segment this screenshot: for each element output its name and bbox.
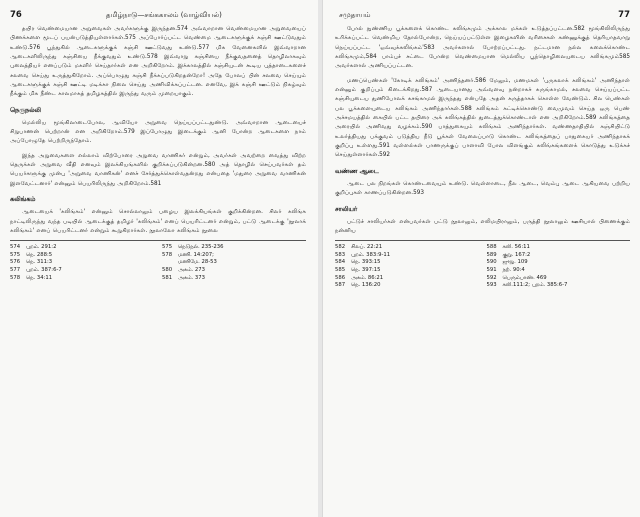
footnote: 578 நெ. 34:11 — [10, 274, 53, 281]
footnote: 588 கலி. 56:11 — [486, 244, 530, 251]
footnote: 575 நெடுநல். 235-236 — [162, 244, 224, 251]
body-paragraph: ஆடை பல நிறங்கள் கொண்டவையும் உண்டு. வெள்ளாடை, நீல ஆடை, வெம்பு ஆடை ஆகியவை பற்றிய குறிப்புகள் காணப்படுகின்றன.593 — [335, 180, 630, 197]
body-paragraph: மெல்லிய மூங்கிலாடைபோல, ஆவியோ அறுவை நெய்யப்பட்டதுண்டு. அவ்வாறான ஆடையைச் சிறுபாணன் பெற்றான் என அறிகிறோம்.579 இப்போழுது இடைக்கும் ஆனி போன்ற ஆடைகளை நாம் அப்போழுதே பெற்றிருந்தோம். — [10, 119, 306, 145]
page-header — [10, 10, 306, 20]
footnotes — [10, 244, 306, 282]
footnote: 576 நெ. 311:3 — [10, 259, 53, 266]
section-heading: கலிங்கம் — [10, 195, 36, 204]
footnote: 577 புறம். 387:6-7 — [10, 266, 62, 273]
footnote: 591 நற். 90:4 — [486, 266, 525, 273]
right-page — [322, 0, 640, 517]
footnote-divider — [335, 240, 630, 241]
page-number: 76 — [10, 10, 22, 20]
footnote: 574 புறம். 291:2 — [10, 244, 57, 251]
footnote: 582 சிலப். 22:21 — [335, 244, 383, 251]
body-paragraph: போல் நுண்ணிய பூக்களைக் கொண்ட கலிங்கமும் அக்கால மக்கள் உடுத்தப்பட்டன.582 மூங்கிலிலிருந்து உரிக்கப்பட்ட வெண்மிய தோல்போன்ற, நெய்யப்பட்டுள்ள இழைகளின் வரிசைகள் கண்ணுக்குத் தெரியாதவாறு நெய்யப்பட்ட 'ஒவ்வுக்கலிங்கம்'583 அவர்களால் போற்றப்பட்டது. நட்டமான நல்ல கலைக்கொண்ட கலிங்கமும்,584 பாம்புச் சட்டை போன்ற வெண்மையான மெல்லிய பூந்தொழிலையுடைய கலிங்கமும்585 அவர்களால் அணியப்பட்டன. — [335, 26, 630, 70]
running-title: சமுதாயம் — [339, 11, 371, 19]
footnote: 586 அகம். 86:21 — [335, 274, 384, 281]
footnote: 578 மணி. 14:207; — [162, 251, 214, 258]
footnote: 581 அகம். 373 — [162, 274, 206, 281]
body-paragraph: இந்த அறுவைகளை எல்லாம் விற்போரை அறுவை வாணிகர் என்றும், அவர்கள் அவற்றை வைத்து விற்ற தெருக்கள் அறுவை வீதி எனவும் இலக்கியங்களில் குறிக்கப்படுகின்றன.580 அத் தொழில் செய்பவர்கள் தம் பெயர்களுக்கு முன்பு 'அறுவை வாணிகன்' எனச் சேர்த்துக்கொள்வதன்றது என்பதை 'மதுரை அறுவை வாணிகன் இளவேட்டனார்' என்னும் பெயரிலிருந்து அறிகிறோம்.581 — [10, 152, 306, 187]
footnote: மணிமே. 28-53 — [178, 259, 217, 266]
footnote: 587 நெ. 136:20 — [335, 282, 381, 289]
footnote: 575 நெ. 288:5 — [10, 251, 53, 258]
body-paragraph: ஆடையைக் 'கலிங்கம்' என்னும் சொல்லாலும் பழைய இலக்கியங்கள் குறிக்கின்றன. சிலர் கலிங்க நாட்டிலிருந்து வந்த படியில் ஆடைக்குத் தமிழர் 'கலிங்கம்' எனப் பெயரிட்டனர் என்றும், பட்டு ஆடைக்கு 'நூலாக் கலிங்கம்' எனப் பெயரிட்டனர் என்றும் கூறுகிறார்கள். நூலாலோ கலிங்கம் நூலை — [10, 209, 306, 234]
running-title: தமிழ்நாடு—சங்ககாலம் (வாழ்வியல்) — [105, 11, 222, 19]
section-heading: வண்ண ஆடை — [335, 166, 379, 175]
footnote: 590 ஜுறு. 109 — [486, 259, 528, 266]
section-heading: சாலியர் — [335, 204, 358, 213]
footnote: 592 பெரும்பாண். 469 — [486, 274, 547, 281]
footnote: 585 நெ. 397:15 — [335, 266, 381, 273]
footnote: 583 புறம். 383:9-11 — [335, 251, 391, 258]
footnote: 593 கலி.111:2; புறம். 385:6-7 — [486, 282, 568, 289]
body-paragraph: பட்டுச் சாலியர்கள் என்பவர்கள் பட்டு நூலாலும், எலிமயிராலும், பருத்தி நூலாலும் ஊசியால் பிணைக்கும் நன்னிய — [335, 218, 630, 234]
left-page — [0, 0, 318, 517]
page-number: 77 — [618, 10, 630, 20]
body-paragraph: மணப்பெண்கள் 'கோடிக் கலிங்கம்' அணிந்தனர்.586 மேலும், மணமகள் 'புருகலாக் கலிங்கம்' அணிந்தாள் என்னும் குறிப்பும் கிடைக்கிறது.587 ஆடையானது அவ்வளவு நன்றாகச் சுருங்காமல், சலவை செய்யப்பட்ட கஞ்சியுடைய துணிபோலக் கசங்காமல் இருந்தது என்பதே அதன் கருத்தாகக் கொள்ள வேண்டும். சில பெண்கள் பல பூக்களையுடைய கலிங்கம் அணிந்தார்கள்.588 கலிங்கம் கட்டிக்கொண்டு வைமுவம் செய்த ஒரு பெண் அச்சமயத்தில் கையில் பட்ட தயிரை அக் கலிங்கத்தில் துடைத்துக்கொண்டாள் என அறிகிறோம்.589 கலிங்கத்தை அரையில் அணிவது வழக்கம்.590 பாத்துகையும் கலிங்கம் அணிந்தார்கள். வண்ணதாதியில் கஞ்சியிட்டு உலர்த்தியது பக்குவம் படுத்திய நீடு பூக்கள் வேலைப்பாடு கொண்ட கலிங்கத்தைப் பாதுகையர் அணிந்தாகக் குறிப்பு உள்ளது.591 வள்ளல்கள் பாணருக்குப் பாளாவி போல விளங்கும் கலிங்கங்களைக் கொடுத்து உடுக்கச் செய்துள்ளார்கள்.592 — [335, 77, 630, 159]
footnote: 589 குறு. 167:2 — [486, 251, 531, 258]
footnote: 580 அகம். 273 — [162, 266, 206, 273]
body-paragraph: தயிர வெண்மையான அறுவைகள் அவர்களுக்கு இருந்தன.574 அவ்வாறான வெண்மையான அறுவையைப் பிணக்களை மூடப் பயன்படுத்தியுள்ளார்கள்.575 அப்போர்ப்பட்ட வெண்மை ஆடைகளுக்குக் கஞ்சி ஊட்டுவதும் உண்டு.576 பூந்துகில் ஆடைகளுக்குக் கஞ்சி ஊட்டுவது உண்டு.577 மிக வேனைகளில் இவ்வாறான ஆடைகளிலிருந்து கஞ்சியை நீக்குவதும் உண்டு.578 இவ்வாறு கஞ்சியை நீக்குவதனைத் தொழிலாகவும் புலைத்தியர் எனப்படும் மகளிர் செய்தார்கள் என அறிகிறோம். இக்காலத்தில் கஞ்சியுடன் கூடிய புத்தாடைகளைச் சலவை செய்து உருத்துகிறோம். அப்பொழுது கஞ்சி நீக்கப்படுகிறதன்றோ! அதே போலப் பின் சலவை செய்யும் ஆடைகளுக்குக் கஞ்சி ஊட்டி மடிக்கா நிலை செய்து அணிவிக்கப்பட்டன. எனவே, இக் கஞ்சி ஊட்டும் நிகழ்வும் நீக்கும் மிக நீண்ட காலமாகத் தமிழகத்தில் இருந்து வரும் முறையாகும். — [10, 26, 306, 98]
footnote-divider — [10, 240, 306, 241]
footnote: 584 நெ. 393:15 — [335, 259, 381, 266]
page-header — [335, 10, 630, 20]
section-heading: நெருநல்லி — [10, 105, 41, 114]
footnotes — [335, 244, 630, 290]
